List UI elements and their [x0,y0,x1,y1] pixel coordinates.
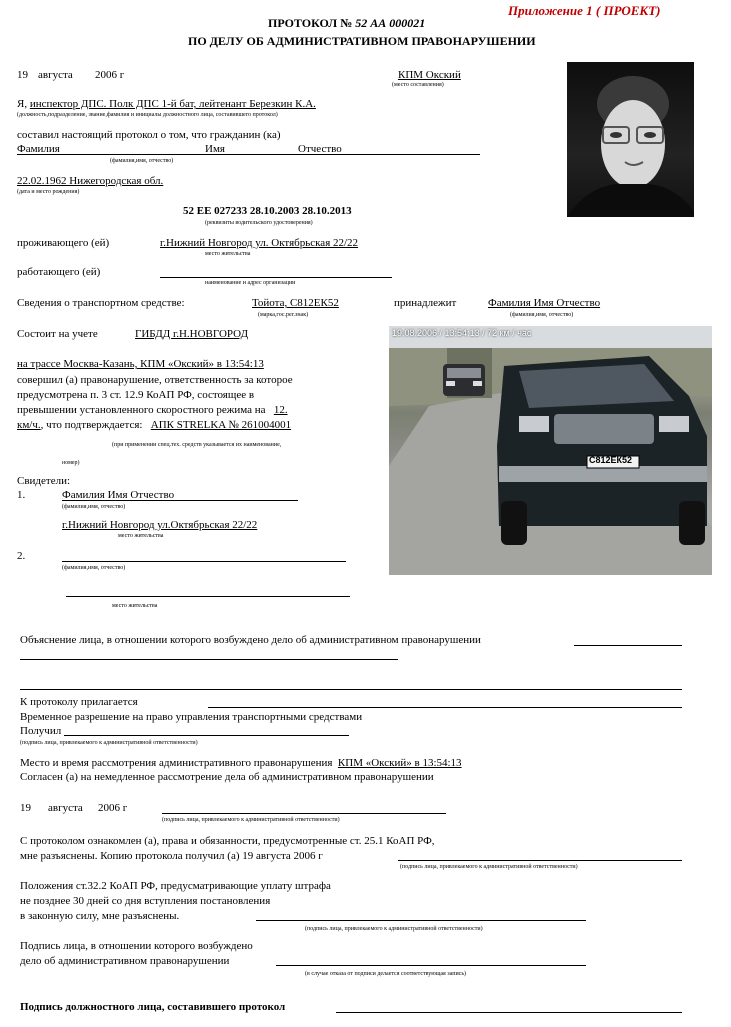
explanation-text: Объяснение лица, в отношении которого возбуждено дело об административном правонарушении [20,634,481,646]
registered-label: Состоит на учете [17,328,98,340]
citizen-patronymic: Отчество [298,143,342,155]
explanation-line3 [20,689,682,690]
witness2-number: 2. [17,550,26,562]
inspector-line: Я, инспектор ДПС. Полк ДПС 1-й бат, лейтенант Березкин К.А. [17,98,316,110]
inspector-caption: (должность,подразделение, звание,фамилия и инициалы должностного лица, составившего протокол) [17,112,278,118]
protocol-number: 52 АА 000021 [355,16,426,30]
official-sign-line [336,1012,682,1013]
familiar-line2: мне разъяснены. Копию протокола получил (а) 19 августа 2006 г [20,850,323,862]
witness1-address-caption: место жительства [118,533,164,539]
protocol-place: КПМ Окский [398,69,461,81]
protocol-subtitle: ПО ДЕЛУ ОБ АДМИНИСТРАТИВНОМ ПРАВОНАРУШЕНИИ [188,34,536,48]
witness2-address-caption: место жительства [112,603,158,609]
signature-line1: Подпись лица, в отношении которого возбуждено [20,940,253,952]
citizen-birth: 22.02.1962 Нижегородская обл. [17,175,164,187]
review-place: КПМ «Окский» в 13:54:13 [337,757,462,769]
citizen-name: Имя [205,143,225,155]
registered-value: ГИБДД г.Н.НОВГОРОД [135,328,249,340]
violation-line3: превышении установленного скоростного режима на 12. [17,404,288,416]
driver-portrait-image [567,62,694,217]
witness1-caption: (фамилия,имя, отчество) [62,504,126,510]
vehicle-owner: Фамилия Имя Отчество [488,297,601,309]
belongs-label: принадлежит [394,297,457,309]
camera-caption: 19.08.2006 / 13:54:13 / 72 км / час [392,328,532,338]
residing-label: проживающего (ей) [17,237,110,249]
inspector-text: инспектор ДПС. Полк ДПС 1-й бат, лейтенант Березкин К.А. [29,98,316,110]
protocol-date-day: 19 [17,69,28,81]
drew-up-text: составил настоящий протокол о том, что гражданин (ка) [17,129,281,141]
driver-photo [567,62,694,217]
license-plate: С812ЕК52 [589,455,633,465]
witness1-address: г.Нижний Новгород ул.Октябрьская 22/22 [62,519,258,531]
explanation-line1 [574,645,682,646]
working-label: работающего (ей) [17,266,101,278]
vehicle-caption: (марка,гос.рег.знак) [258,312,309,318]
working-line [160,277,392,278]
fine-sign-caption: (подпись лица, привлекаемого к административной ответственности) [305,926,483,932]
residing-address: г.Нижний Новгород ул. Октябрьская 22/22 [160,237,359,249]
review-text: Место и время рассмотрения административного правонарушения КПМ «Окский» в 13:54:13 [20,757,462,769]
car-illustration [389,326,712,575]
received-label: Получил [20,725,62,737]
violation-line2: предусмотрена п. 3 ст. 12.9 КоАП РФ, состоящее в [17,389,255,401]
protocol-date-year: 2006 г [95,69,125,81]
working-caption: наименование и адрес организации [205,280,296,286]
witness2-caption: (фамилия,имя, отчество) [62,565,126,571]
received-line [64,735,349,736]
fine-line2: не позднее 30 дней со дня вступления постановления [20,895,271,907]
vehicle-model: Тойота, С812ЕК52 [252,297,339,309]
speed-excess: 12. [273,404,288,416]
violation-line1: совершил (а) правонарушение, ответственность за которое [17,374,293,386]
review-sign-caption: (подпись лица, привлекаемого к административной ответственности) [162,817,340,823]
violation-photo [389,326,712,575]
familiar-sign-line [398,860,682,861]
witnesses-label: Свидетели: [17,475,71,487]
attached-line [208,707,682,708]
license-caption: (реквизиты водительского удостоверения) [205,220,313,226]
signature-sign-line [276,965,586,966]
residing-caption: место жительства [205,251,251,257]
fio-caption: (фамилия,имя, отчество) [110,158,174,164]
explanation-line2 [20,659,398,660]
appendix-label: Приложение 1 ( ПРОЕКТ) [508,3,661,18]
device-caption-2: номер) [62,460,80,466]
refuse-caption: (в случае отказа от подписи делается соответствующая запись) [305,971,467,977]
review-date-day: 19 [20,802,31,814]
review-date-year: 2006 г [98,802,128,814]
familiar-line1: С протоколом ознакомлен (а), права и обязанности, предусмотренные ст. 25.1 КоАП РФ, [20,835,435,847]
received-caption: (подпись лица, привлекаемого к административной ответственности) [20,740,198,746]
vehicle-label: Сведения о транспортном средстве: [17,297,185,309]
attached-label: К протоколу прилагается [20,696,138,708]
signature-line2: дело об административном правонарушении [20,955,230,967]
witness2-line [62,561,346,562]
place-caption: (место составления) [392,82,444,88]
agree-text: Согласен (а) на немедленное рассмотрение дела об административном правонарушении [20,771,434,783]
permit-text: Временное разрешение на право управления транспортными средствами [20,711,363,723]
fio-line [17,154,480,155]
official-signature-label: Подпись должностного лица, составившего протокол [20,1001,286,1013]
violation-place-time: на трассе Москва-Казань, КПМ «Окский» в 13:54:13 [17,358,264,370]
owner-caption: (фамилия,имя, отчество) [510,312,574,318]
license-details: 52 ЕЕ 027233 28.10.2003 28.10.2013 [183,205,352,217]
witness1-number: 1. [17,489,26,501]
violation-line4: км/ч., что подтверждается: АПК STRELKA № 261004001 [17,419,292,431]
familiar-sign-caption: (подпись лица, привлекаемого к административной ответственности) [400,864,578,870]
review-sign-line [162,813,446,814]
fine-line3: в законную силу, мне разъяснены. [20,910,180,922]
protocol-date-month: августа [38,69,73,81]
witness2-address-line [66,596,350,597]
device-caption: (при применении спец.тех. средств указывается их наименование, [112,442,282,448]
witness1-name: Фамилия Имя Отчество [62,489,175,501]
citizen-surname: Фамилия [17,143,60,155]
fine-line1: Положения ст.32.2 КоАП РФ, предусматривающие уплату штрафа [20,880,331,892]
protocol-title: ПРОТОКОЛ № 52 АА 000021 [268,16,426,30]
review-date-month: августа [48,802,83,814]
fine-sign-line [256,920,586,921]
device-name: АПК STRELKA № 261004001 [150,419,292,431]
birth-caption: (дата и место рождения) [17,189,80,195]
